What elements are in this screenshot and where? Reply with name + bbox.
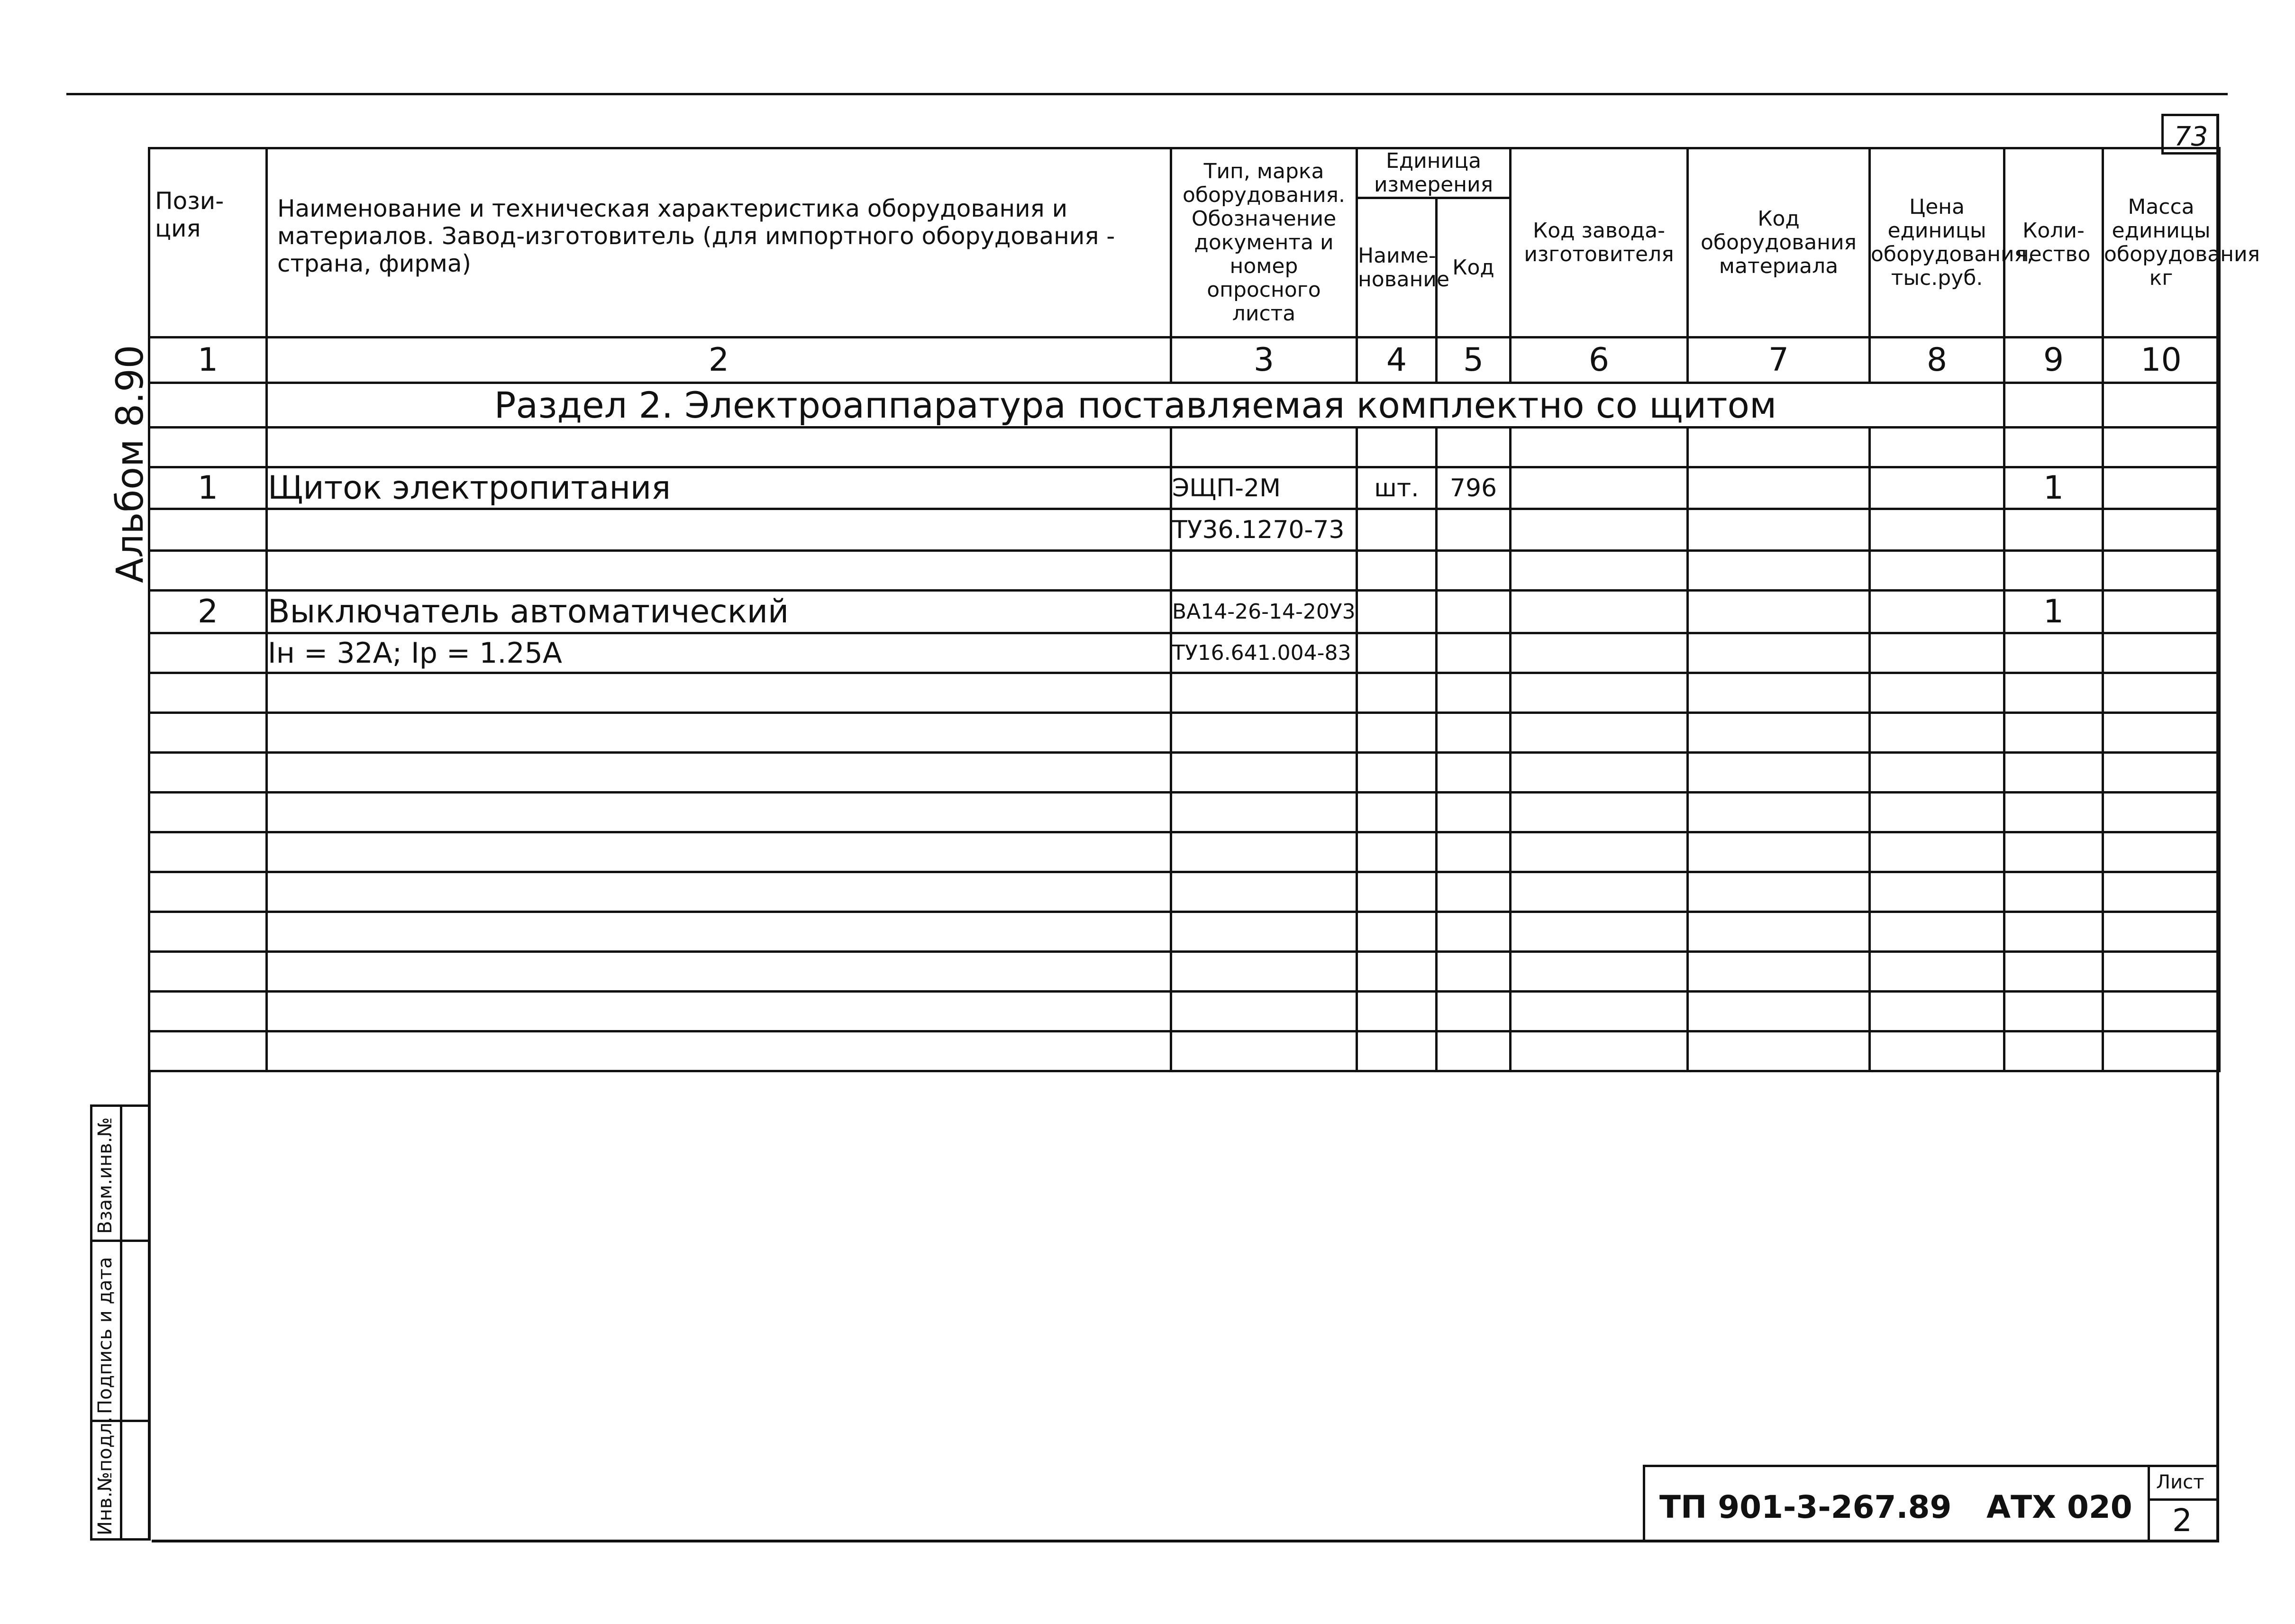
doc-code: ТП 901-3-267.89 (1659, 1489, 1952, 1525)
column-number: 6 (1511, 338, 1688, 383)
side-stamp-divider (120, 1107, 122, 1538)
header-row-top (149, 148, 2220, 198)
column-number: 2 (267, 338, 1171, 383)
row-type: ВА14-26-14-20У3 (1171, 591, 1357, 633)
sheet-divider (2148, 1467, 2150, 1540)
page-number: 73 (2174, 121, 2208, 152)
specification-table (148, 147, 2260, 1072)
album-label: Альбом 8.90 (109, 345, 152, 583)
table-row (149, 591, 2220, 633)
section-title: Раздел 2. Электроаппаратура поставляемая комплектно со щитом (267, 383, 2004, 428)
header-equipment-code: Код оборудования материала (1688, 148, 1870, 338)
column-number: 3 (1171, 338, 1357, 383)
row-position (149, 633, 267, 673)
row-type: ТУ16.641.004-83 (1171, 633, 1357, 673)
table-row (149, 992, 2220, 1031)
table-row (149, 912, 2220, 952)
table-row (149, 467, 2220, 509)
table-row (149, 428, 2220, 467)
header-position: Пози- ция (149, 148, 267, 338)
section-title-row (149, 383, 2220, 428)
row-unit-code: 796 (1437, 467, 1511, 509)
title-block (1643, 1465, 2219, 1542)
header-mass: Масса единицы оборудования кг (2103, 148, 2220, 338)
column-number: 5 (1437, 338, 1511, 383)
side-stamp-signature: Подпись и дата (94, 1257, 116, 1414)
side-stamp-replacement: Взам.инв.№ (94, 1117, 116, 1234)
side-stamp-divider (92, 1240, 148, 1242)
frame-top-line (66, 93, 2228, 95)
table-row (149, 633, 2220, 673)
header-quantity: Коли-чество (2004, 148, 2103, 338)
table-row (149, 1031, 2220, 1071)
row-position: 1 (149, 467, 267, 509)
row-name: Выключатель автоматический (267, 591, 1171, 633)
table-row (149, 872, 2220, 912)
row-type: ТУ36.1270-73 (1171, 509, 1357, 551)
row-position: 2 (149, 591, 267, 633)
side-stamp (90, 1104, 151, 1541)
header-unit-group: Единица измерения (1357, 148, 1511, 198)
table-row (149, 952, 2220, 992)
header-price: Цена единицы оборудования, тыс.руб. (1870, 148, 2004, 338)
row-type: ЭЩП-2М (1171, 467, 1357, 509)
doc-mark: АТХ 020 (1986, 1489, 2132, 1525)
table-row (149, 673, 2220, 713)
header-name: Наименование и техническая характеристика оборудования и материалов. Завод-изготовитель (для импортного оборудования - страна, фирма) (267, 148, 1171, 338)
side-stamp-inventory: Инв.№подл. (94, 1416, 116, 1535)
column-number: 8 (1870, 338, 2004, 383)
row-quantity: 1 (2004, 467, 2103, 509)
column-number: 7 (1688, 338, 1870, 383)
column-number: 10 (2103, 338, 2220, 383)
sheet-number: 2 (2172, 1502, 2192, 1539)
table-row (149, 509, 2220, 551)
column-number: 1 (149, 338, 267, 383)
sheet-divider (2148, 1498, 2217, 1501)
table-row (149, 713, 2220, 753)
row-quantity: 1 (2004, 591, 2103, 633)
header-factory-code: Код завода-изготовителя (1511, 148, 1688, 338)
row-position (149, 509, 267, 551)
table-row (149, 551, 2220, 591)
header-unit-name: Наиме-нование (1357, 198, 1437, 338)
row-unit: шт. (1357, 467, 1437, 509)
header-unit-code: Код (1437, 198, 1511, 338)
header-type: Тип, марка оборудования. Обозначение документа и номер опросного листа (1171, 148, 1357, 338)
column-number: 4 (1357, 338, 1437, 383)
sheet-label: Лист (2156, 1471, 2204, 1493)
row-name: Щиток электропитания (267, 467, 1171, 509)
table-row (149, 793, 2220, 832)
table-row (149, 753, 2220, 793)
row-name (267, 509, 1171, 551)
column-number: 9 (2004, 338, 2103, 383)
column-numbers-row (149, 338, 2220, 383)
table-row (149, 832, 2220, 872)
row-name: Iн = 32А; Iр = 1.25А (267, 633, 1171, 673)
